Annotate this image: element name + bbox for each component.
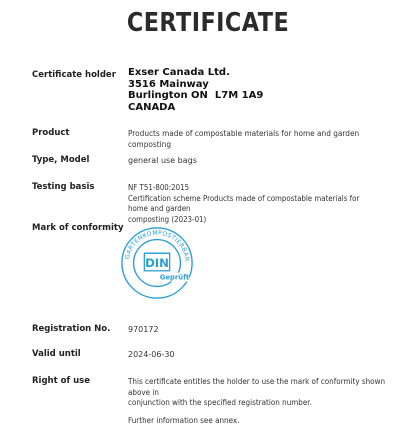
- right-of-use-line2: conjunction with the specified registration number.: [128, 398, 387, 409]
- right-of-use-line1: This certificate entitles the holder to use the mark of conformity shown above in: [128, 377, 387, 398]
- type-model-value: general use bags: [128, 156, 197, 167]
- valid-until-label: Valid until: [32, 349, 81, 359]
- geprueft-text: Geprüft: [160, 274, 190, 282]
- product-label: Product: [32, 128, 70, 138]
- testing-standard: NF T51-800:2015: [128, 183, 381, 194]
- testing-scheme-line1: Certification scheme Products made of compostable materials for home and garden: [128, 194, 381, 215]
- right-of-use-label: Right of use: [32, 376, 90, 386]
- testing-scheme-line2: composting (2023-01): [128, 215, 381, 226]
- certificate-title: CERTIFICATE: [29, 8, 387, 38]
- valid-until-value: 2024-06-30: [128, 350, 175, 361]
- testing-basis-value: [128, 183, 381, 225]
- type-model-label: Type, Model: [32, 155, 89, 165]
- conformity-label: Mark of conformity: [32, 223, 124, 233]
- seal-ring-text: GARTENKOMPOSTIERBAR: [124, 230, 190, 263]
- further-information-note: Further information see annex.: [128, 416, 387, 426]
- registration-label: Registration No.: [32, 324, 110, 334]
- holder-city: Burlington ON L7M 1A9: [128, 90, 263, 102]
- holder-address: [128, 67, 263, 113]
- product-value: Products made of compostable materials for home and garden composting: [128, 129, 393, 150]
- holder-name: Exser Canada Ltd.: [128, 67, 263, 79]
- registration-value: 970172: [128, 325, 159, 336]
- testing-basis-label: Testing basis: [32, 182, 94, 192]
- holder-street: 3516 Mainway: [128, 79, 263, 91]
- right-of-use-text: [128, 377, 387, 426]
- holder-country: CANADA: [128, 102, 263, 114]
- holder-label: Certificate holder: [32, 70, 116, 80]
- din-logo-text: DIN: [145, 256, 169, 270]
- din-geprueft-seal: [118, 224, 196, 302]
- din-logo: [144, 253, 169, 271]
